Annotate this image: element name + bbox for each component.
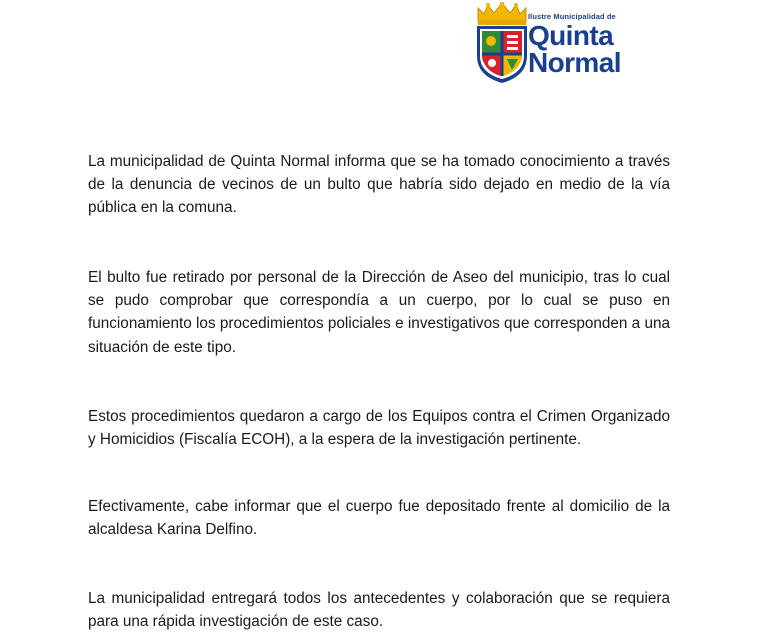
paragraph: El bulto fue retirado por personal de la Dirección de Aseo del municipio, tras lo cual se pudo comprobar que correspondía a un cuerpo, por lo cual se puso en funcionamiento los procedimientos policiales e investigativos que corresponden a una situación de este tipo. <box>88 269 670 356</box>
crest-icon <box>474 2 530 84</box>
paragraph: La municipalidad de Quinta Normal informa que se ha tomado conocimiento a través de la denuncia de vecinos de un bulto que habría sido dejado en medio de la vía pública en la comuna. <box>88 153 670 217</box>
paragraph: Estos procedimientos quedaron a cargo de los Equipos contra el Crimen Organizado y Homicidios (Fiscalía ECOH), a la espera de la investigación pertinente. <box>88 408 670 449</box>
paragraph: La municipalidad entregará todos los antecedentes y colaboración que se requiera para una rápida investigación de este caso. <box>88 590 670 631</box>
logo-name-line1: Quinta <box>528 20 614 51</box>
logo-subtitle: Ilustre Municipalidad de <box>528 12 616 21</box>
logo-name-line2: Normal <box>528 47 621 78</box>
paragraph: Efectivamente, cabe informar que el cuerpo fue depositado frente al domicilio de la alcaldesa Karina Delfino. <box>88 498 670 539</box>
municipal-logo <box>474 2 644 86</box>
logo-wordmark <box>528 12 644 76</box>
